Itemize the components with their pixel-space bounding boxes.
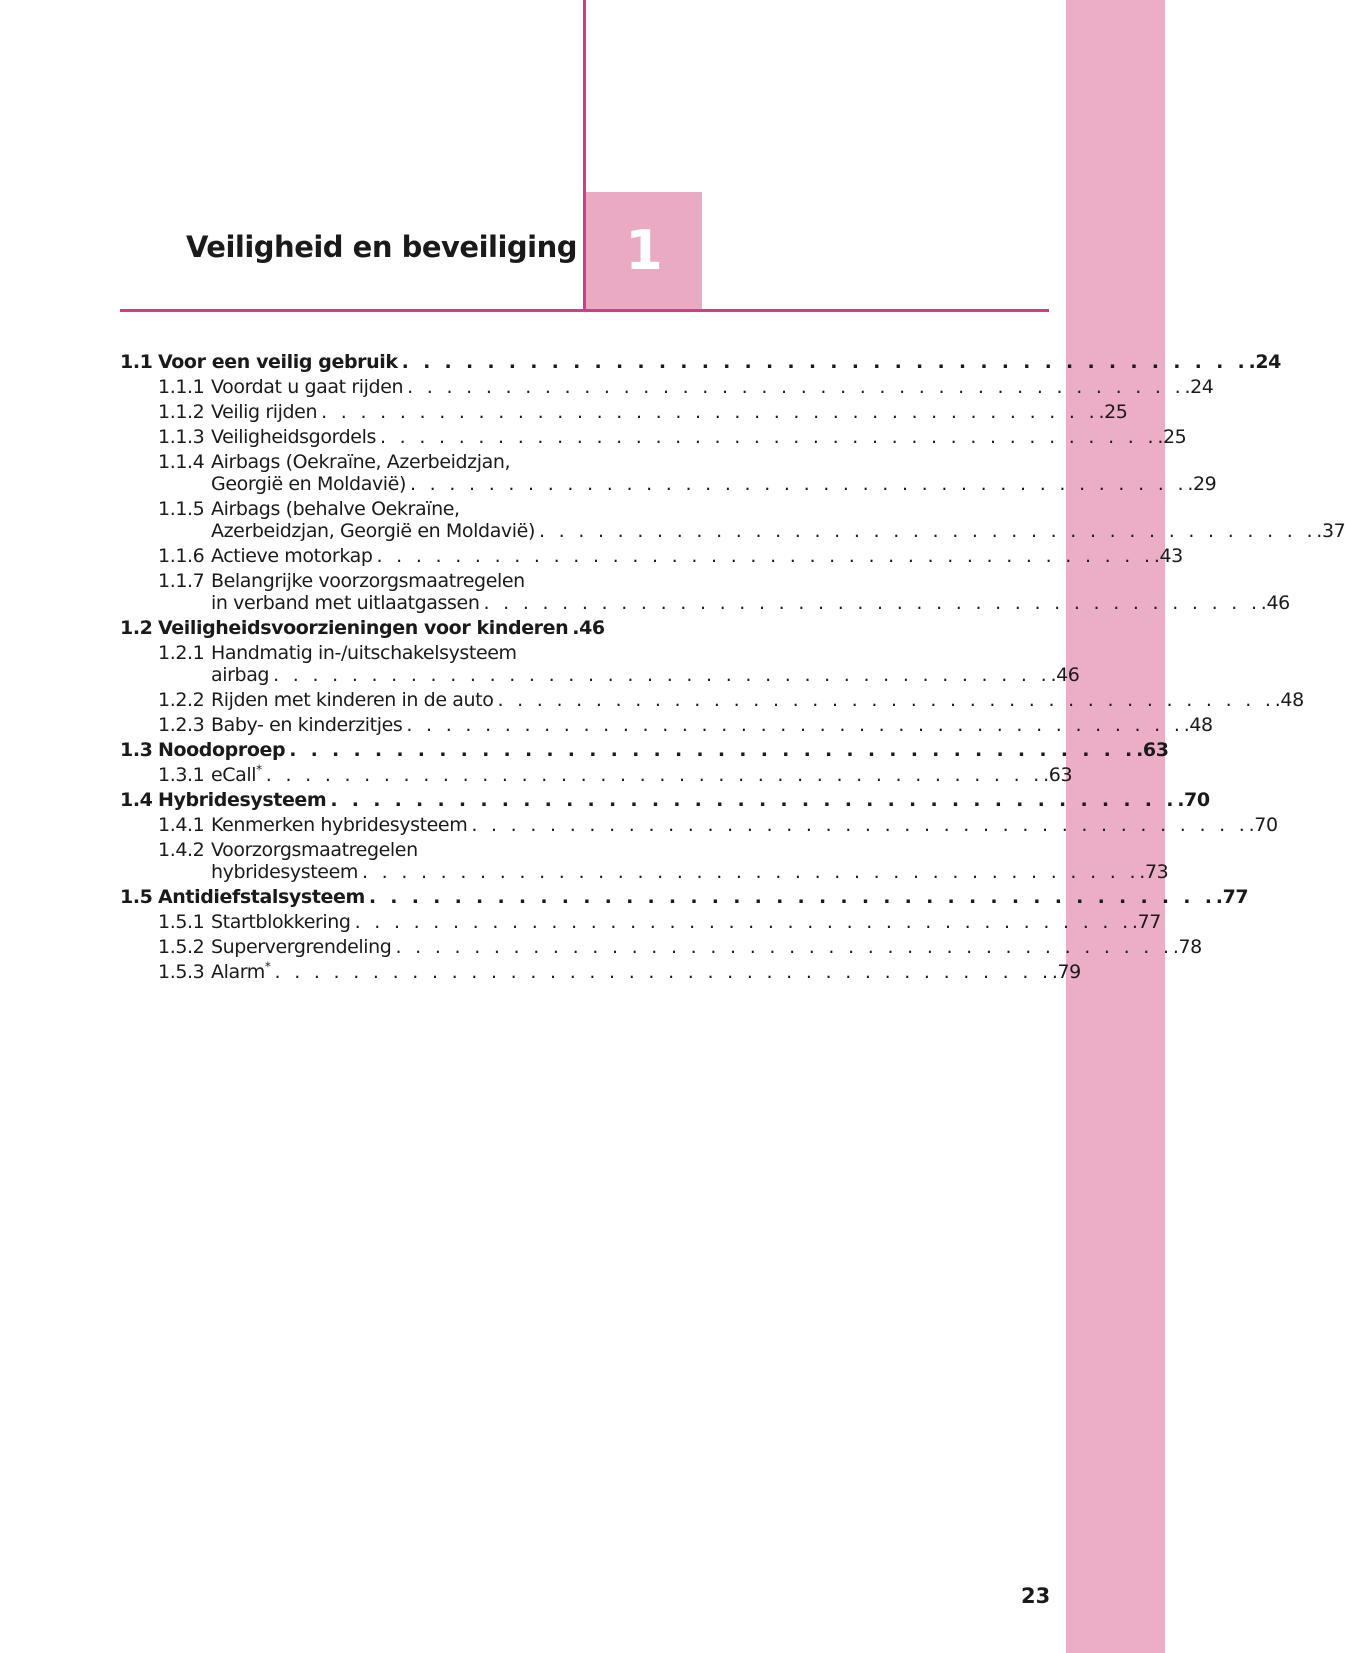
toc-section-1-1[interactable]: 1.1 Voor een veilig gebruik . . . . . . . . . . . . . . . . . . . . . . . . . . . . . . . . . . . . . . . . . 24: [120, 351, 548, 373]
toc-entry-1-2-2[interactable]: 1.2.2 Rijden met kinderen in de auto . . . . . . . . . . . . . . . . . . . . . . . . . . . . . . . . . . . . . . . . . 48: [120, 689, 548, 711]
toc-entry-1-3-1[interactable]: 1.3.1 eCall* . . . . . . . . . . . . . . . . . . . . . . . . . . . . . . . . . . . . . . . . . 63: [120, 764, 548, 786]
toc-entry-1-1-1[interactable]: 1.1.1 Voordat u gaat rijden . . . . . . . . . . . . . . . . . . . . . . . . . . . . . . . . . . . . . . . . . 24: [120, 376, 548, 398]
toc-section-1-5[interactable]: 1.5 Antidiefstalsysteem . . . . . . . . . . . . . . . . . . . . . . . . . . . . . . . . . . . . . . . . . 77: [120, 886, 548, 908]
toc-section-1-3[interactable]: 1.3 Noodoproep . . . . . . . . . . . . . . . . . . . . . . . . . . . . . . . . . . . . . . . . . 63: [120, 739, 548, 761]
toc-entry-1-5-3[interactable]: 1.5.3 Alarm* . . . . . . . . . . . . . . . . . . . . . . . . . . . . . . . . . . . . . . . . . 79: [120, 961, 548, 983]
toc-entry-1-2-1[interactable]: 1.2.1 Handmatig in-/uitschakelsysteem airbag . . . . . . . . . . . . . . . . . . . . . . . . . . . . . . . . . . . . . . . . . 46: [120, 642, 548, 686]
toc-entry-1-4-1[interactable]: 1.4.1 Kenmerken hybridesysteem . . . . . . . . . . . . . . . . . . . . . . . . . . . . . . . . . . . . . . . . . 70: [120, 814, 548, 836]
toc-entry-1-2-3[interactable]: 1.2.3 Baby- en kinderzitjes . . . . . . . . . . . . . . . . . . . . . . . . . . . . . . . . . . . . . . . . . 48: [120, 714, 548, 736]
chapter-number-box: [586, 192, 702, 309]
toc-entry-1-5-1[interactable]: 1.5.1 Startblokkering . . . . . . . . . . . . . . . . . . . . . . . . . . . . . . . . . . . . . . . . . 77: [120, 911, 548, 933]
table-of-contents: [120, 351, 1345, 986]
toc-entry-1-1-5[interactable]: 1.1.5 Airbags (behalve Oekraïne, Azerbeidzjan, Georgië en Moldavië) . . . . . . . . . . . . . . . . . . . . . . . . . . . . . . . . . . . . . . . . . 37: [120, 498, 548, 542]
chapter-title: Veiligheid en beveiliging: [185, 230, 577, 264]
toc-entry-1-1-3[interactable]: 1.1.3 Veiligheidsgordels . . . . . . . . . . . . . . . . . . . . . . . . . . . . . . . . . . . . . . . . . 25: [120, 426, 548, 448]
toc-entry-1-5-2[interactable]: 1.5.2 Supervergrendeling . . . . . . . . . . . . . . . . . . . . . . . . . . . . . . . . . . . . . . . . . 78: [120, 936, 548, 958]
toc-entry-1-1-6[interactable]: 1.1.6 Actieve motorkap . . . . . . . . . . . . . . . . . . . . . . . . . . . . . . . . . . . . . . . . . 43: [120, 545, 548, 567]
toc-entry-1-1-4[interactable]: 1.1.4 Airbags (Oekraïne, Azerbeidzjan, Georgië en Moldavië) . . . . . . . . . . . . . . . . . . . . . . . . . . . . . . . . . . . . . . . . . 29: [120, 451, 548, 495]
chapter-number: 1: [625, 219, 663, 282]
header-rule: [120, 309, 1049, 312]
page-number: 23: [1021, 1584, 1051, 1608]
toc-entry-1-1-7[interactable]: 1.1.7 Belangrijke voorzorgsmaatregelen in verband met uitlaatgassen . . . . . . . . . . . . . . . . . . . . . . . . . . . . . . . . . . . . . . . . . 46: [120, 570, 548, 614]
toc-section-1-2[interactable]: 1.2 Veiligheidsvoorzieningen voor kinderen . 46: [120, 617, 548, 639]
toc-entry-1-1-2[interactable]: 1.1.2 Veilig rijden . . . . . . . . . . . . . . . . . . . . . . . . . . . . . . . . . . . . . . . . . 25: [120, 401, 548, 423]
toc-entry-1-4-2[interactable]: 1.4.2 Voorzorgsmaatregelen hybridesysteem . . . . . . . . . . . . . . . . . . . . . . . . . . . . . . . . . . . . . . . . . 73: [120, 839, 548, 883]
toc-section-1-4[interactable]: 1.4 Hybridesysteem . . . . . . . . . . . . . . . . . . . . . . . . . . . . . . . . . . . . . . . . . 70: [120, 789, 548, 811]
